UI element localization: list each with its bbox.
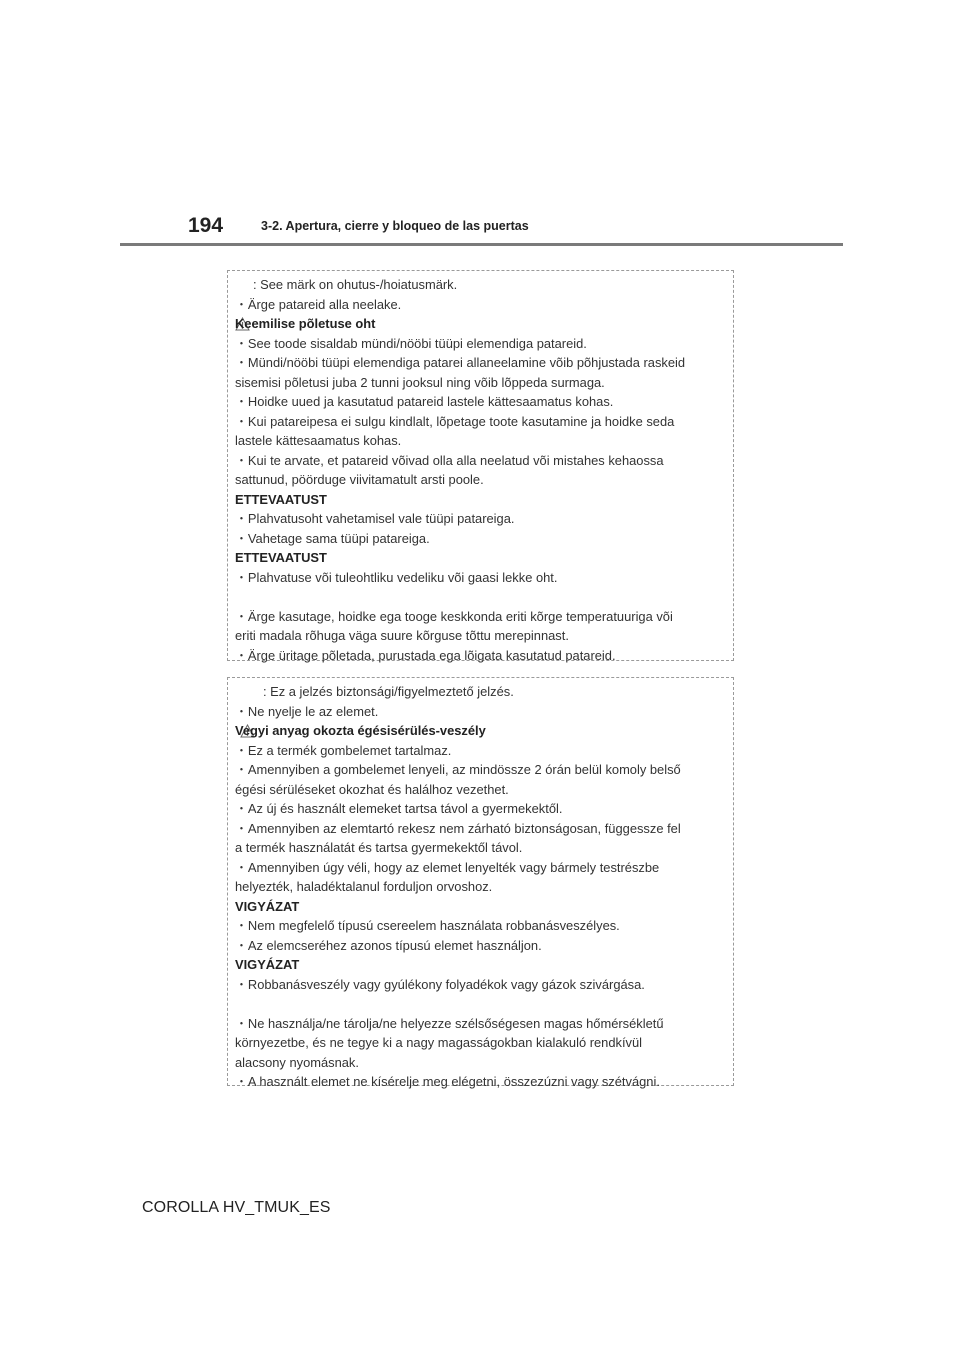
header-divider [120, 243, 843, 246]
warning-text-line: ・Ne nyelje le az elemet. [235, 703, 379, 719]
warning-text-line: ・Amennyiben az elemtartó rekesz nem zárható biztonságosan, függessze fel [235, 820, 681, 836]
warning-subheading: Vegyi anyag okozta égésisérülés-veszély [235, 723, 486, 738]
warning-heading [235, 682, 727, 702]
warning-text-line: ・Kui patareipesa ei sulgu kindlalt, lõpetage toote kasutamine ja hoidke seda [235, 413, 675, 429]
warning-symbol-explanation: : Ez a jelzés biztonsági/figyelmeztető jelzés. [263, 684, 514, 699]
section-title: 3-2. Apertura, cierre y bloqueo de las puertas [261, 219, 529, 233]
warning-subheading: VIGYÁZAT [235, 957, 300, 972]
warning-text-line: ・Amennyiben úgy véli, hogy az elemet lenyelték vagy bármely testrészbe [235, 859, 660, 875]
warning-text-line: ・Mündi/nööbi tüüpi elemendiga patarei allaneelamine võib põhjustada raskeid [235, 355, 686, 370]
warning-text-line: helyezték, haladéktalanul forduljon orvoshoz. [235, 879, 493, 894]
warning-text-line: ・Ärge patareid alla neelake. [235, 296, 402, 312]
warning-text-line: ・Hoidke uued ja kasutatud patareid lastele kättesaamatus kohas. [235, 394, 614, 409]
warning-text-line: ・Robbanásveszély vagy gyúlékony folyadékok vagy gázok szivárgása. [235, 976, 645, 992]
warning-subheading: Keemilise põletuse oht [235, 316, 376, 331]
blank-line [235, 994, 727, 1014]
warning-text-line: ・Ne használja/ne tárolja/ne helyezze szélsőségesen magas hőmérsékletű [235, 1015, 664, 1031]
warning-text-line: alacsony nyomásnak. [235, 1054, 359, 1070]
warning-text-line: eriti madala rõhuga väga suure kõrguse tõttu merepinnast. [235, 628, 569, 643]
warning-text-line: ・Vahetage sama tüüpi patareiga. [235, 530, 430, 546]
warning-text-line: ・Ärge üritage põletada, purustada ega lõigata kasutatud patareid. [235, 647, 616, 663]
warning-text-line: égési sérüléseket okozhat és halálhoz vezethet. [235, 781, 509, 797]
page-header [0, 0, 960, 250]
page-number: 194 [188, 214, 224, 237]
warning-text-line: ・Ärge kasutage, hoidke ega tooge keskkonda eriti kõrge temperatuuriga või [235, 608, 673, 624]
warning-box-hungarian [227, 677, 734, 1089]
warning-text-line: a termék használatát és tartsa gyermekektől távol. [235, 840, 523, 855]
warning-triangle-icon [235, 278, 250, 292]
blank-line [235, 587, 727, 607]
warning-heading [235, 275, 727, 295]
warning-text-line: környezetbe, és ne tegye ki a nagy magasságokban kialakuló rendkívül [235, 1035, 643, 1050]
warning-text-line: ・Az elemcseréhez azonos típusú elemet használjon. [235, 937, 542, 953]
warning-subheading: ETTEVAATUST [235, 491, 327, 507]
warning-triangle-icon [240, 685, 255, 699]
warning-subheading: ETTEVAATUST [235, 550, 327, 565]
warning-text-line: ・See toode sisaldab mündi/nööbi tüüpi elemendiga patareid. [235, 335, 587, 351]
warning-text-lines [235, 295, 727, 666]
warning-box-estonian [227, 270, 734, 661]
warning-text-line: ・Kui te arvate, et patareid võivad olla alla neelatud või mistahes kehaossa [235, 452, 664, 468]
warning-text-line: ・Ez a termék gombelemet tartalmaz. [235, 742, 452, 758]
warning-text-line: ・Az új és használt elemeket tartsa távol a gyermekektől. [235, 801, 563, 816]
warning-text-line: lastele kättesaamatus kohas. [235, 433, 402, 448]
warning-subheading: VIGYÁZAT [235, 898, 300, 914]
warning-symbol-explanation: : See märk on ohutus-/hoiatusmärk. [253, 277, 458, 292]
warning-text-lines [235, 702, 727, 1092]
warning-text-line: ・Plahvatusoht vahetamisel vale tüüpi patareiga. [235, 511, 515, 526]
warning-text-line: ・Amennyiben a gombelemet lenyeli, az mindössze 2 órán belül komoly belső [235, 762, 681, 777]
warning-text-line: ・A használt elemet ne kísérelje meg elégetni, összezúzni vagy szétvágni. [235, 1074, 660, 1089]
model-code-footer: COROLLA HV_TMUK_ES [142, 1199, 331, 1216]
warning-text-line: sisemisi põletusi juba 2 tunni jooksul ning võib lõppeda surmaga. [235, 374, 605, 390]
warning-text-line: ・Plahvatuse või tuleohtliku vedeliku või gaasi lekke oht. [235, 569, 558, 585]
warning-text-line: ・Nem megfelelő típusú csereelem használata robbanásveszélyes. [235, 918, 620, 933]
warning-text-line: sattunud, pöörduge viivitamatult arsti poole. [235, 472, 484, 487]
